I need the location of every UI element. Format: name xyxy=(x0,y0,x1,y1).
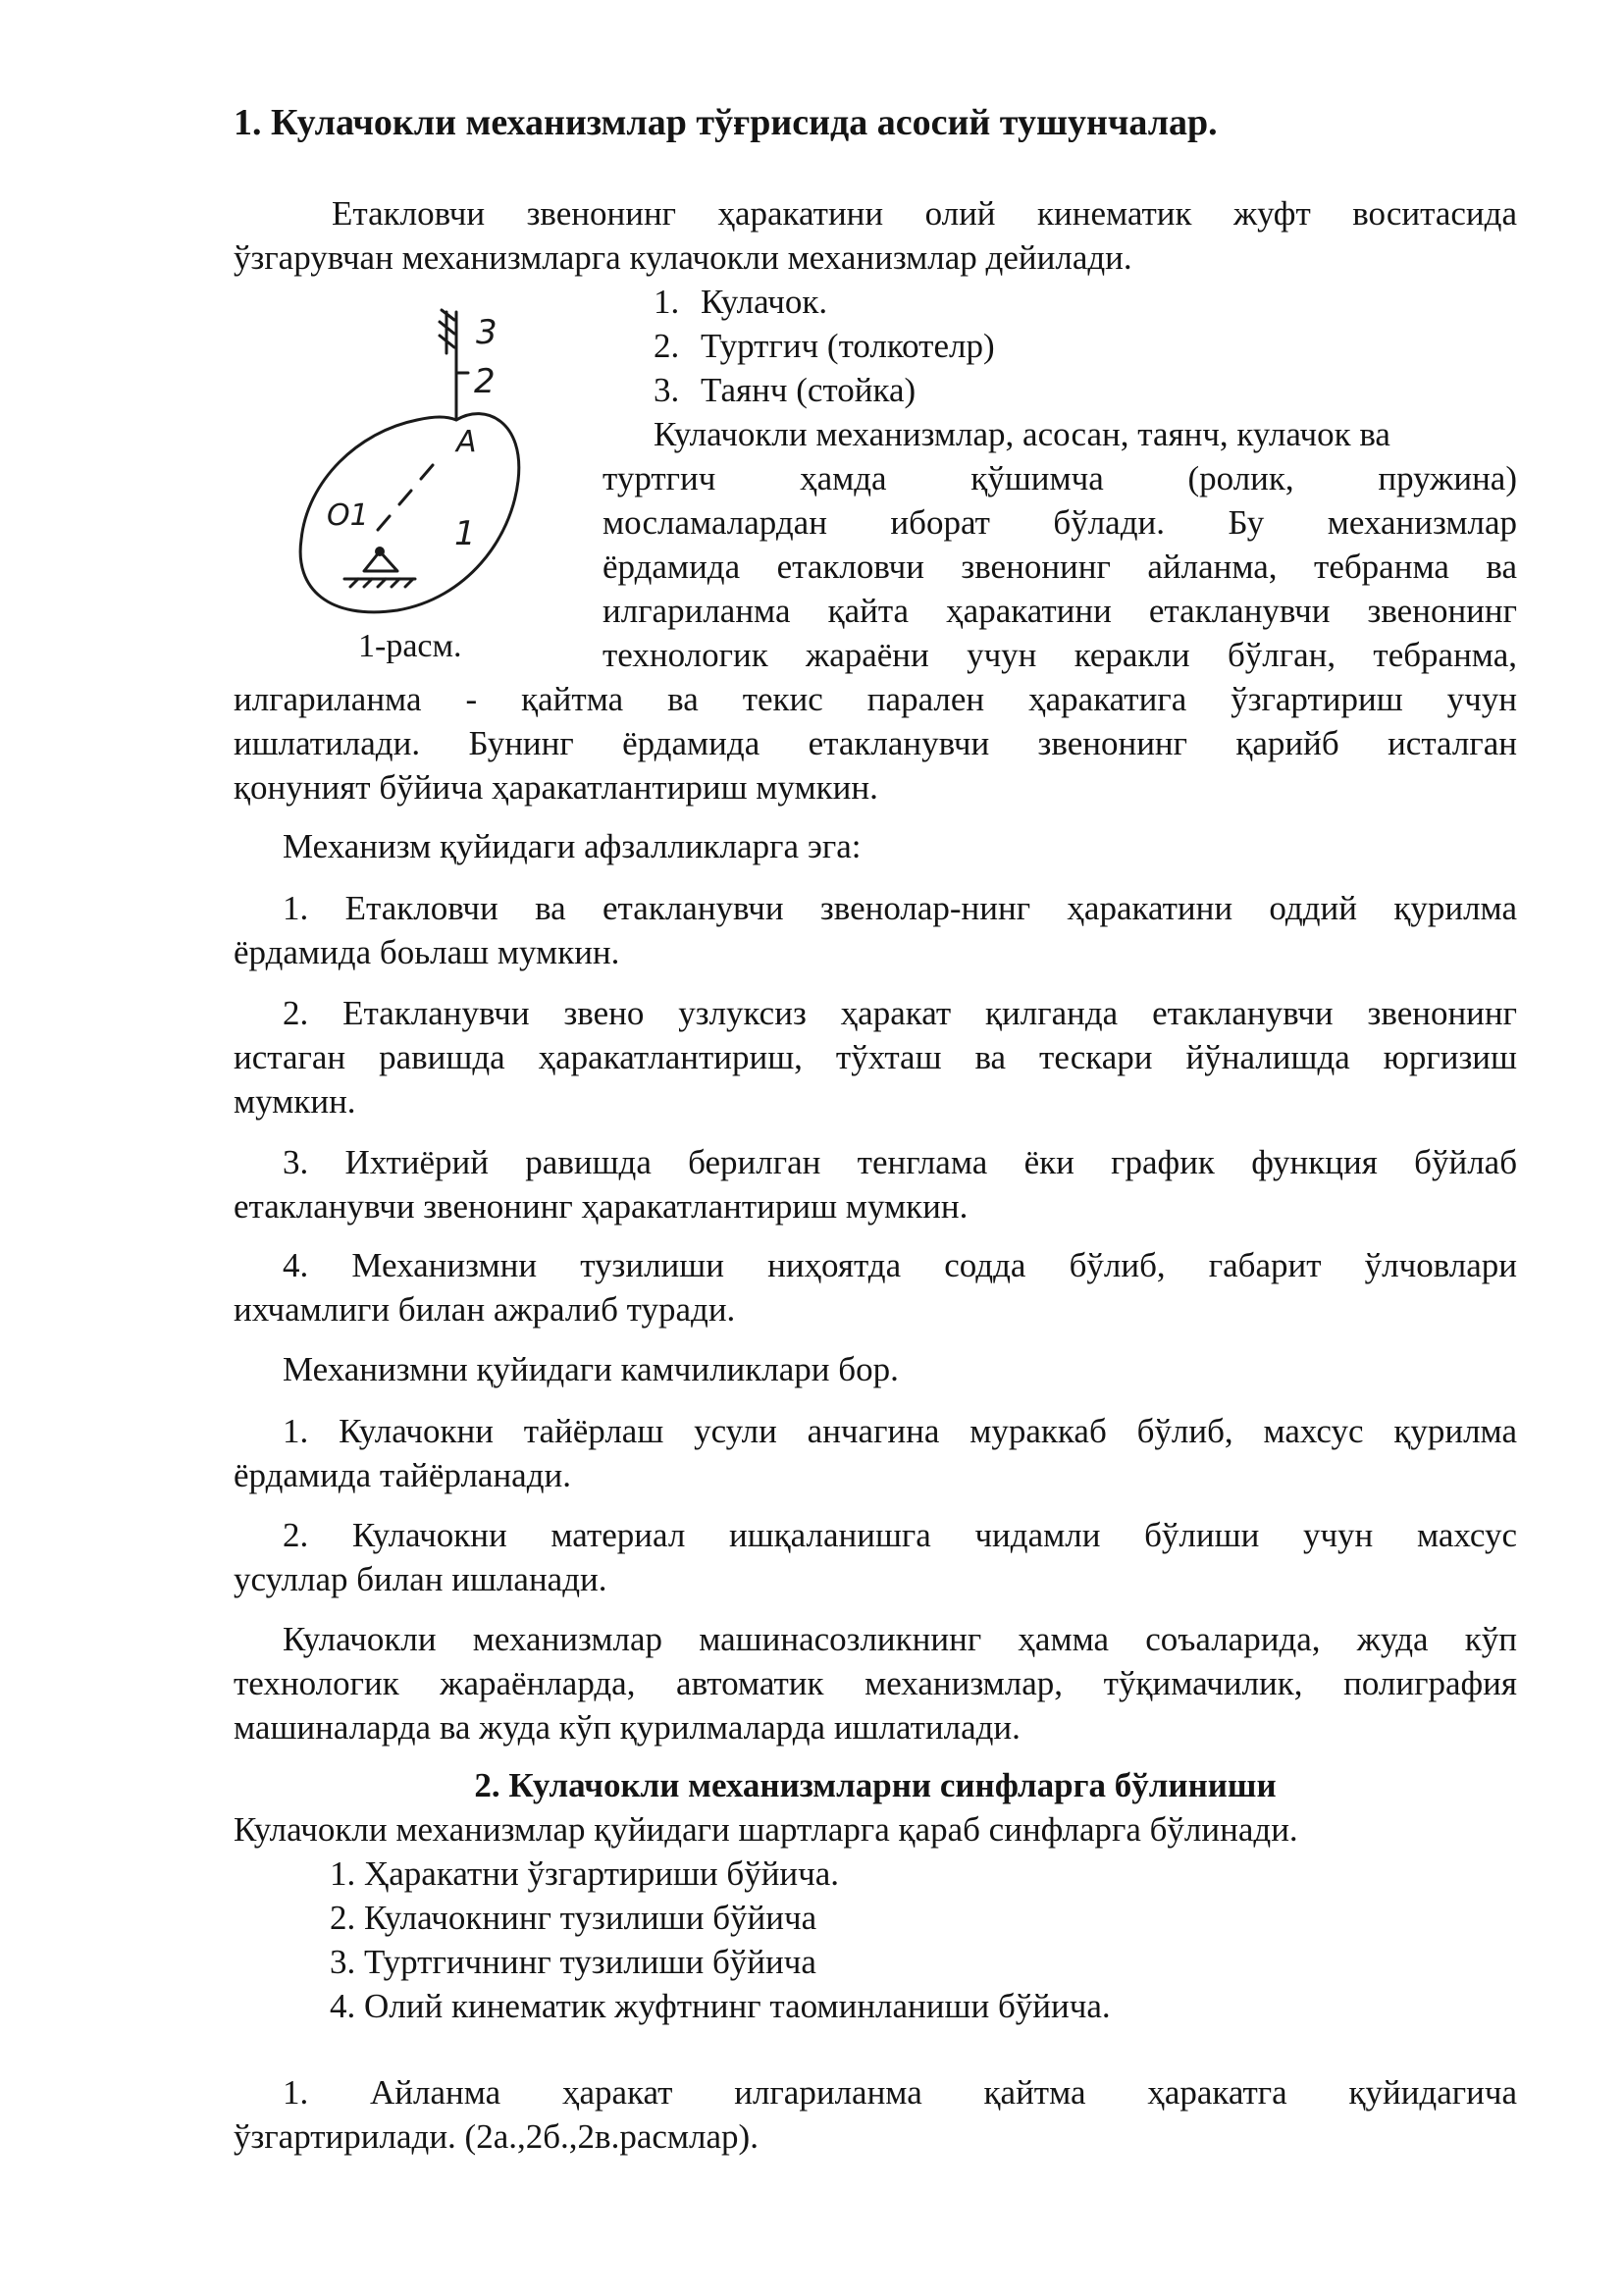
parts-list xyxy=(654,280,995,412)
section-heading-2: 2. Кулачокли механизмларни синфларга бўлиниши xyxy=(474,1766,1277,1804)
intro-paragraph xyxy=(234,191,1517,280)
intro-line-1: Етакловчи звенонинг ҳаракатини олий кинематик жуфт воситасида xyxy=(332,194,1517,233)
advantages-intro: Механизм қуйидаги афзалликларга эга: xyxy=(283,827,862,865)
label-2: 2 xyxy=(474,362,496,401)
list-item: 1. Кулачок. xyxy=(654,283,828,321)
wrap-line: туртгич ҳамда қўшимча (ролик, пружина) xyxy=(602,459,1517,497)
list-item: 4. Олий кинематик жуфтнинг таоминланиши бўйича. xyxy=(330,1987,1111,2025)
disadvantage-item-2: 2. Кулачокни материал ишқаланишга чидамли бўлиши учун махсус усуллар билан ишланади. xyxy=(234,1516,1517,1598)
label-3: 3 xyxy=(476,313,498,352)
wrap-line: мосламалардан иборат бўлади. Бу механизмлар xyxy=(602,503,1517,542)
wrap-line: илгариланма - қайтма ва текис парален ҳаракатига ўзгартириш учун xyxy=(234,680,1517,718)
wrap-line: Кулачокли механизмлар, асосан, таянч, кулачок ва xyxy=(654,415,1390,453)
list-item: 2. Туртгич (толкотелр) xyxy=(654,327,995,365)
usage-paragraph: Кулачокли механизмлар машинасозликнинг ҳамма соъаларида, жуда кўп технологик жараёнларда, автоматик механизмлар, тўқимачилик, полиграфия машиналарда ва жуда кўп қурилмаларда ишлатилади. xyxy=(234,1620,1517,1747)
final-paragraph: 1. Айланма ҳаракат илгариланма қайтма ҳаракатга қуйидагича ўзгартирилади. (2а.,2б.,2в.расмлар). xyxy=(234,2073,1517,2156)
classes-intro: Кулачокли механизмлар қуйидаги шартларга қараб синфларга бўлинади. xyxy=(234,1810,1298,1849)
list-item: 1. Ҳаракатни ўзгартириши бўйича. xyxy=(330,1854,840,1893)
advantage-item-1: 1. Етакловчи ва етакланувчи звенолар-нинг ҳаракатини оддий қурилма ёрдамида боьлаш мумкин. xyxy=(234,889,1517,971)
advantage-item-2: 2. Етакланувчи звено узлуксиз ҳаракат қилганда етакланувчи звенонинг истаган равишда ҳаракатлантириш, тўхташ ва тескари йўналишда юргизиш мумкин. xyxy=(234,994,1517,1121)
wrap-line: ёрдамида етакловчи звенонинг айланма, тебранма ва xyxy=(602,548,1517,586)
advantage-item-3: 3. Ихтиёрий равишда берилган тенглама ёки график функция бўйлаб етакланувчи звенонинг ҳаракатлантириш мумкин. xyxy=(234,1143,1517,1226)
list-item: 3. Таянч (стойка) xyxy=(654,371,917,409)
cam-mechanism-figure xyxy=(289,294,535,628)
wrap-line: ишлатилади. Бунинг ёрдамида етакланувчи звенонинг қарийб исталган xyxy=(234,724,1517,762)
intro-line-2: ўзгарувчан механизмларга кулачокли механизмлар дейилади. xyxy=(234,238,1132,277)
figure-caption: 1-расм. xyxy=(358,628,462,664)
pivot-point xyxy=(375,547,385,556)
advantage-item-4: 4. Механизмни тузилиши ниҳоятда содда бўлиб, габарит ўлчовлари ихчамлиги билан ажралиб туради. xyxy=(234,1246,1517,1329)
section-heading-1: 1. Кулачокли механизмлар тўғрисида асосий тушунчалар. xyxy=(234,102,1218,143)
label-1: 1 xyxy=(454,514,476,553)
wrap-line: технологик жараёни учун керакли бўлган, тебранма, xyxy=(602,636,1517,674)
wrap-paragraph xyxy=(602,412,1517,677)
wrap-line: илгариланма қайта ҳаракатини етакланувчи звенонинг xyxy=(602,592,1517,630)
label-o1: O1 xyxy=(327,498,369,533)
classes-list xyxy=(330,1852,1111,2028)
wrap-line: қонуният бўйича ҳаракатлантириш мумкин. xyxy=(234,768,878,807)
disadvantage-item-1: 1. Кулачокни тайёрлаш усули анчагина мураккаб бўлиб, махсус қурилма ёрдамида тайёрланади. xyxy=(234,1412,1517,1494)
label-a: A xyxy=(456,425,477,459)
disadvantages-intro: Механизмни қуйидаги камчиликлари бор. xyxy=(283,1350,899,1388)
guide-hatch xyxy=(440,310,454,353)
list-item: 3. Туртгичнинг тузилиши бўйича xyxy=(330,1943,816,1981)
list-item: 2. Кулачокнинг тузилиши бўйича xyxy=(330,1899,817,1937)
wrap-paragraph-continuation xyxy=(234,677,1517,809)
